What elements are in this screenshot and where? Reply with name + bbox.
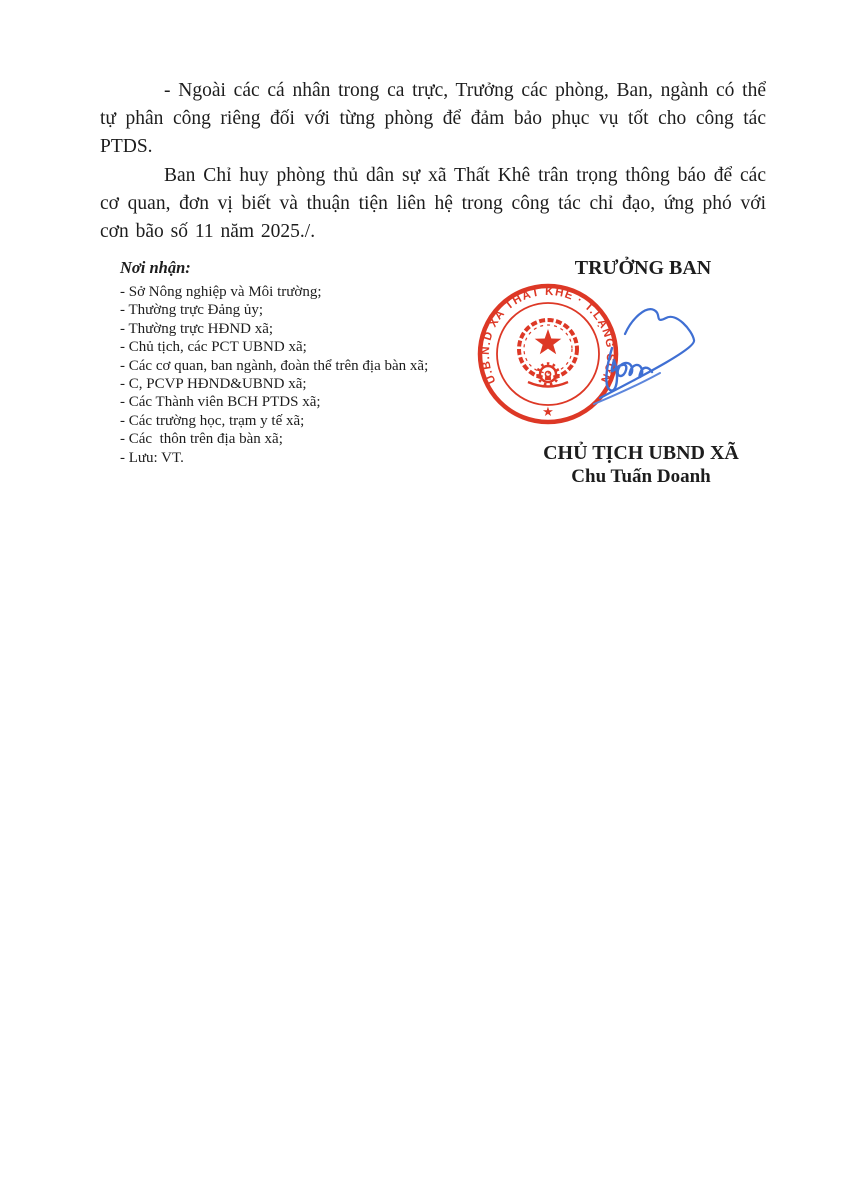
recipient-item: - Sở Nông nghiệp và Môi trường;: [120, 284, 322, 300]
recipient-item: - Chủ tịch, các PCT UBND xã;: [120, 339, 307, 356]
seal-ring-text: U.B.N.D XÃ THẤT KHÊ · T.LẠNG SƠN: [479, 285, 617, 386]
seal-bottom-star-icon: ★: [542, 404, 554, 419]
recipient-item: - Thường trực HĐND xã;: [120, 320, 274, 337]
emblem-star-icon: [535, 329, 562, 354]
paragraph-duty-assignment: - Ngoài các cá nhân trong ca trực, Trưởng các phòng, Ban, ngành có thể tự phân công riêng đối với từng phòng để đảm bảo phục vụ tốt cho công tác PTDS.: [100, 80, 766, 158]
national-emblem-icon: [519, 320, 577, 387]
recipients-block: [120, 258, 480, 467]
recipient-item: - Các cơ quan, ban ngành, đoàn thể trên địa bàn xã;: [120, 357, 429, 374]
document-body: [100, 77, 766, 246]
recipient-item: - Các Thành viên BCH PTDS xã;: [120, 394, 321, 411]
signer-role-title: TRƯỞNG BAN: [574, 257, 712, 279]
recipient-item: - Lưu: VT.: [120, 449, 184, 466]
recipients-heading: Nơi nhận:: [120, 258, 191, 277]
recipient-item: - Các trường học, trạm y tế xã;: [120, 412, 305, 429]
handwritten-signature: [580, 298, 710, 408]
recipient-item: - Các thôn trên địa bàn xã;: [120, 431, 283, 448]
signer-name: Chu Tuấn Doanh: [571, 466, 711, 487]
recipient-item: - Thường trực Đảng ủy;: [120, 302, 264, 319]
paragraph-announcement: Ban Chỉ huy phòng thủ dân sự xã Thất Khê trân trọng thông báo để các cơ quan, đơn vị biết và thuận tiện liên hệ trong công tác chỉ đạo, ứng phó với cơn bão số 11 năm 2025./.: [100, 164, 766, 243]
recipient-item: - C, PCVP HĐND&UBND xã;: [120, 376, 307, 393]
signer-position: CHỦ TỊCH UBND XÃ: [543, 442, 739, 464]
